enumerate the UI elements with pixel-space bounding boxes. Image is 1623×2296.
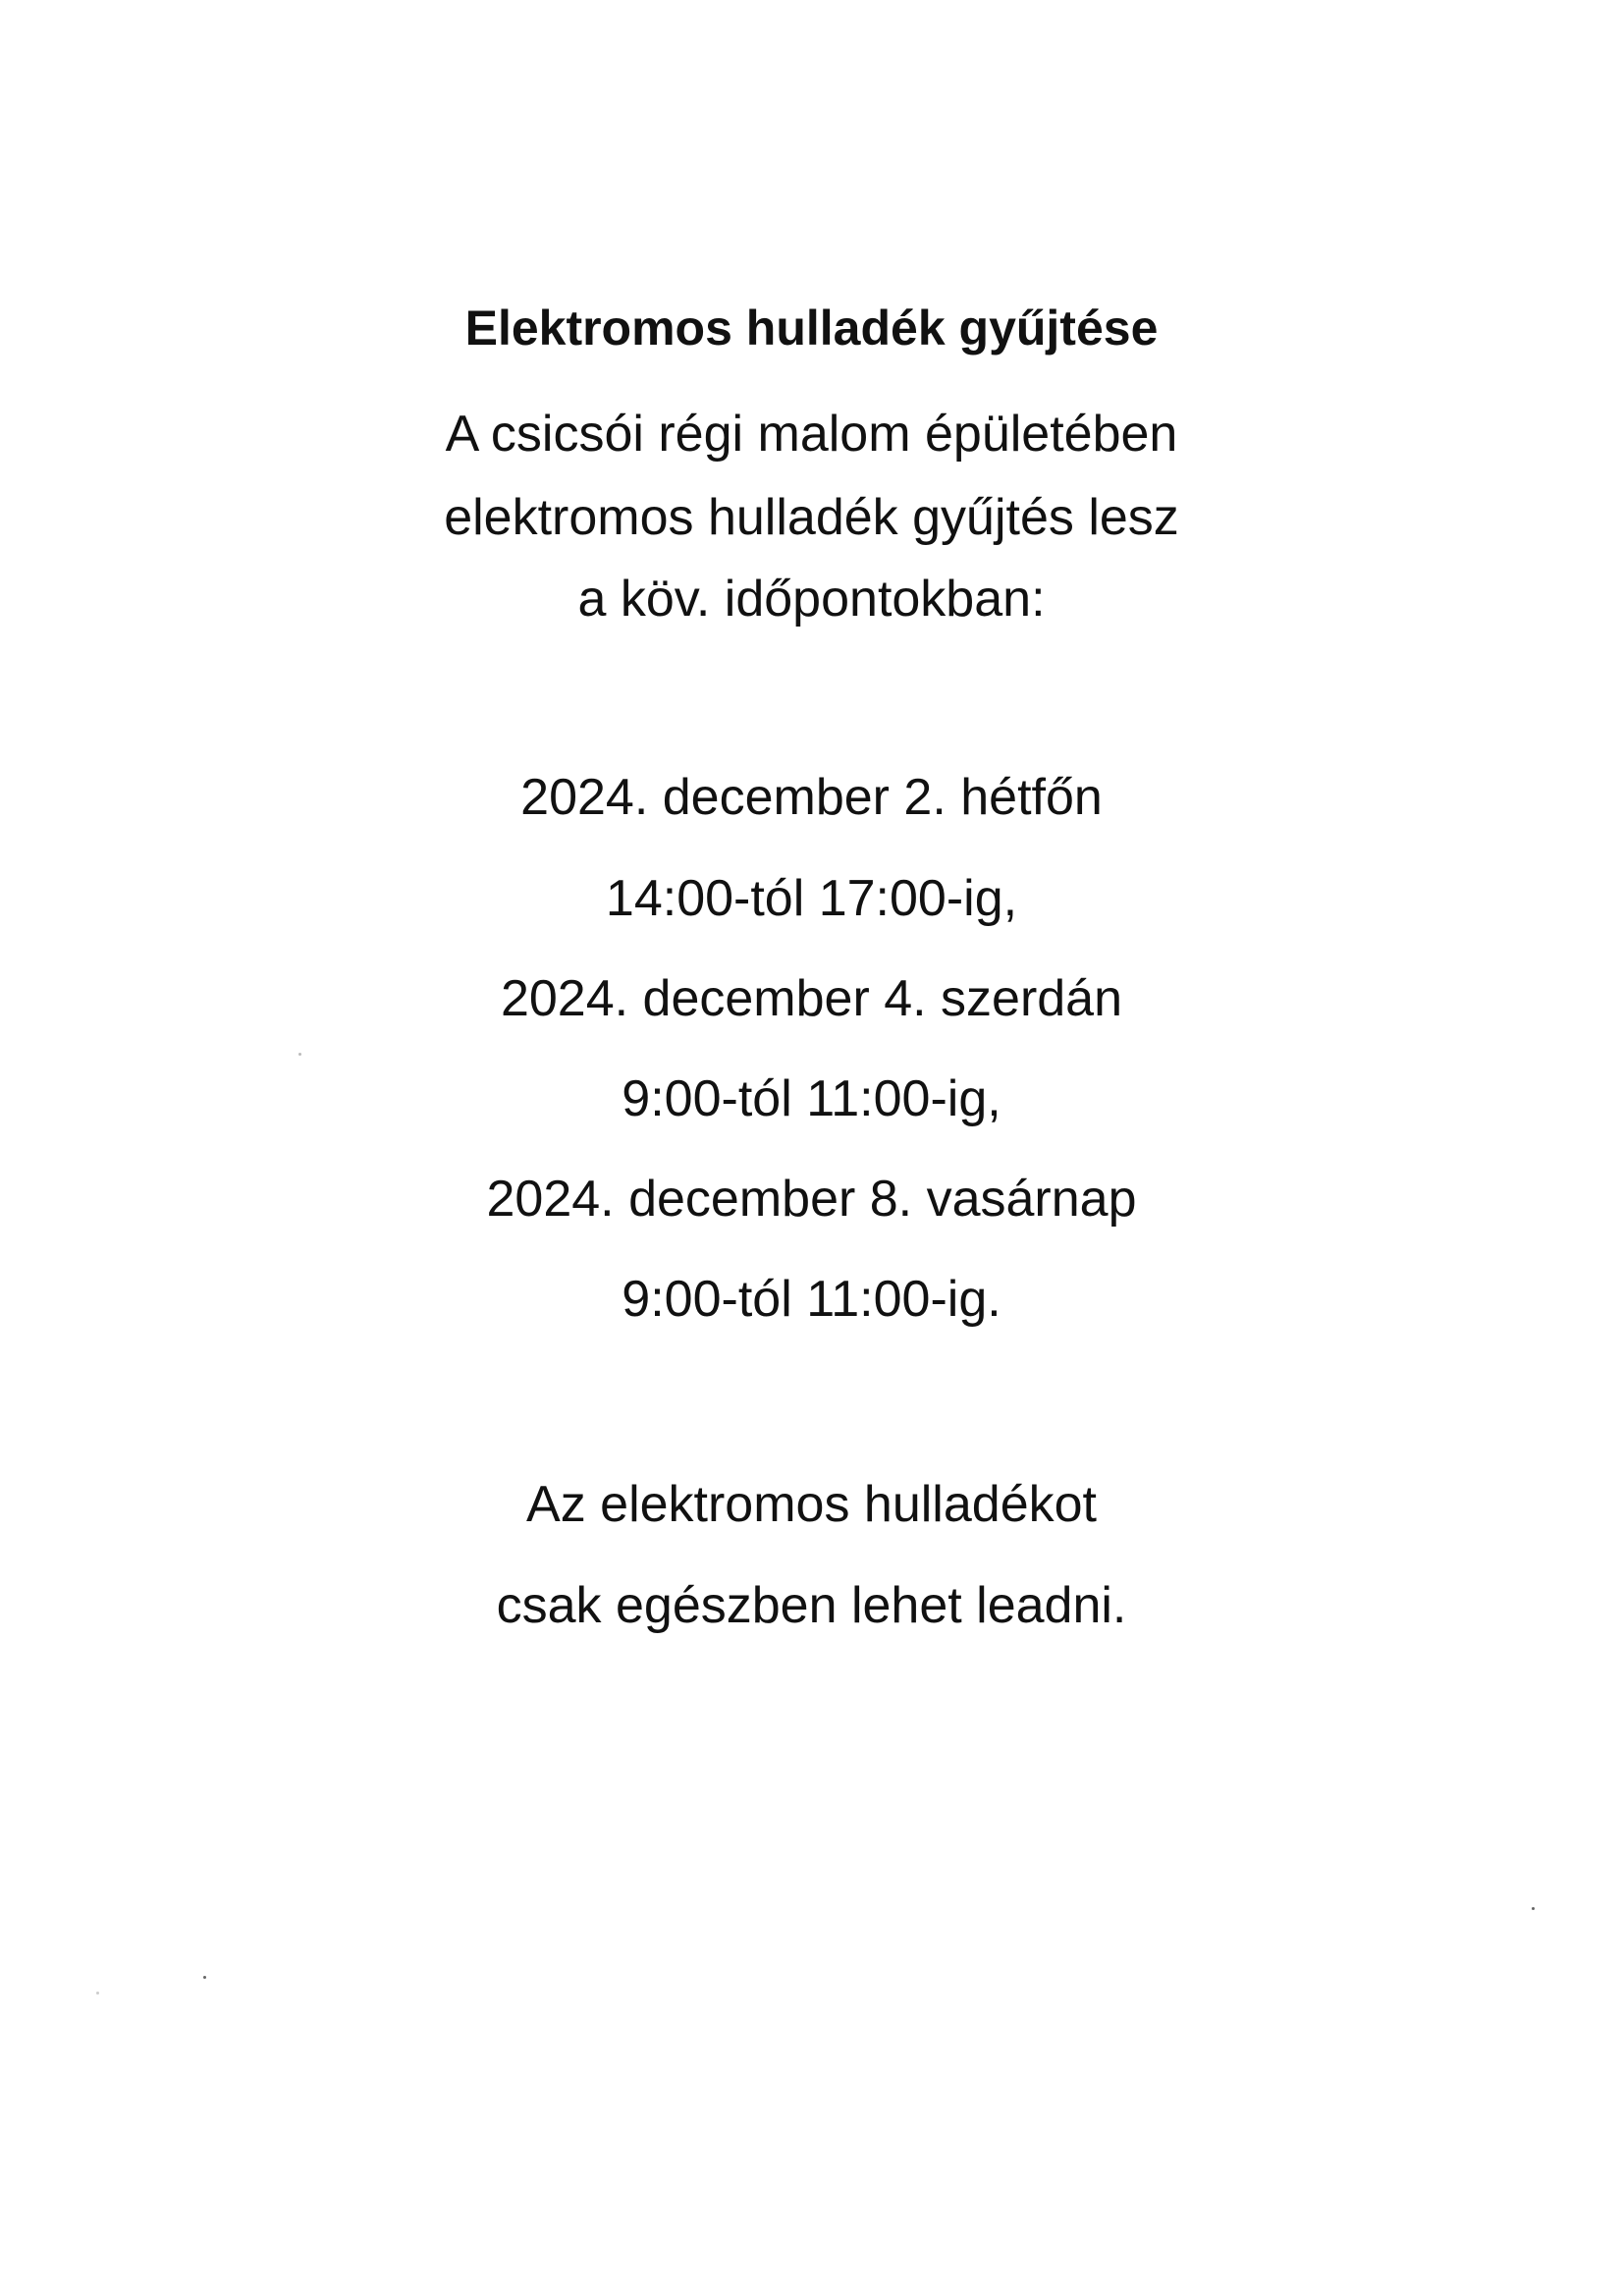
schedule-time: 14:00-tól 17:00-ig, — [605, 870, 1018, 927]
note-line: Az elektromos hulladékot — [526, 1476, 1097, 1533]
schedule-date: 2024. december 8. vasárnap — [486, 1171, 1137, 1228]
scan-speck — [298, 1053, 301, 1056]
schedule-time: 9:00-tól 11:00-ig. — [622, 1271, 1001, 1328]
schedule-date: 2024. december 2. hétfőn — [520, 769, 1103, 826]
scan-speck — [203, 1976, 206, 1979]
intro-line: a köv. időpontokban: — [577, 571, 1046, 628]
schedule-date: 2024. december 4. szerdán — [500, 970, 1123, 1027]
scan-speck — [1532, 1907, 1535, 1910]
document-title: Elektromos hulladék gyűjtése — [464, 301, 1159, 355]
intro-line: elektromos hulladék gyűjtés lesz — [444, 489, 1179, 546]
intro-line: A csicsói régi malom épületében — [445, 406, 1178, 463]
scan-speck — [96, 1992, 99, 1995]
schedule-time: 9:00-tól 11:00-ig, — [622, 1070, 1001, 1127]
note-line: csak egészben lehet leadni. — [496, 1577, 1127, 1634]
